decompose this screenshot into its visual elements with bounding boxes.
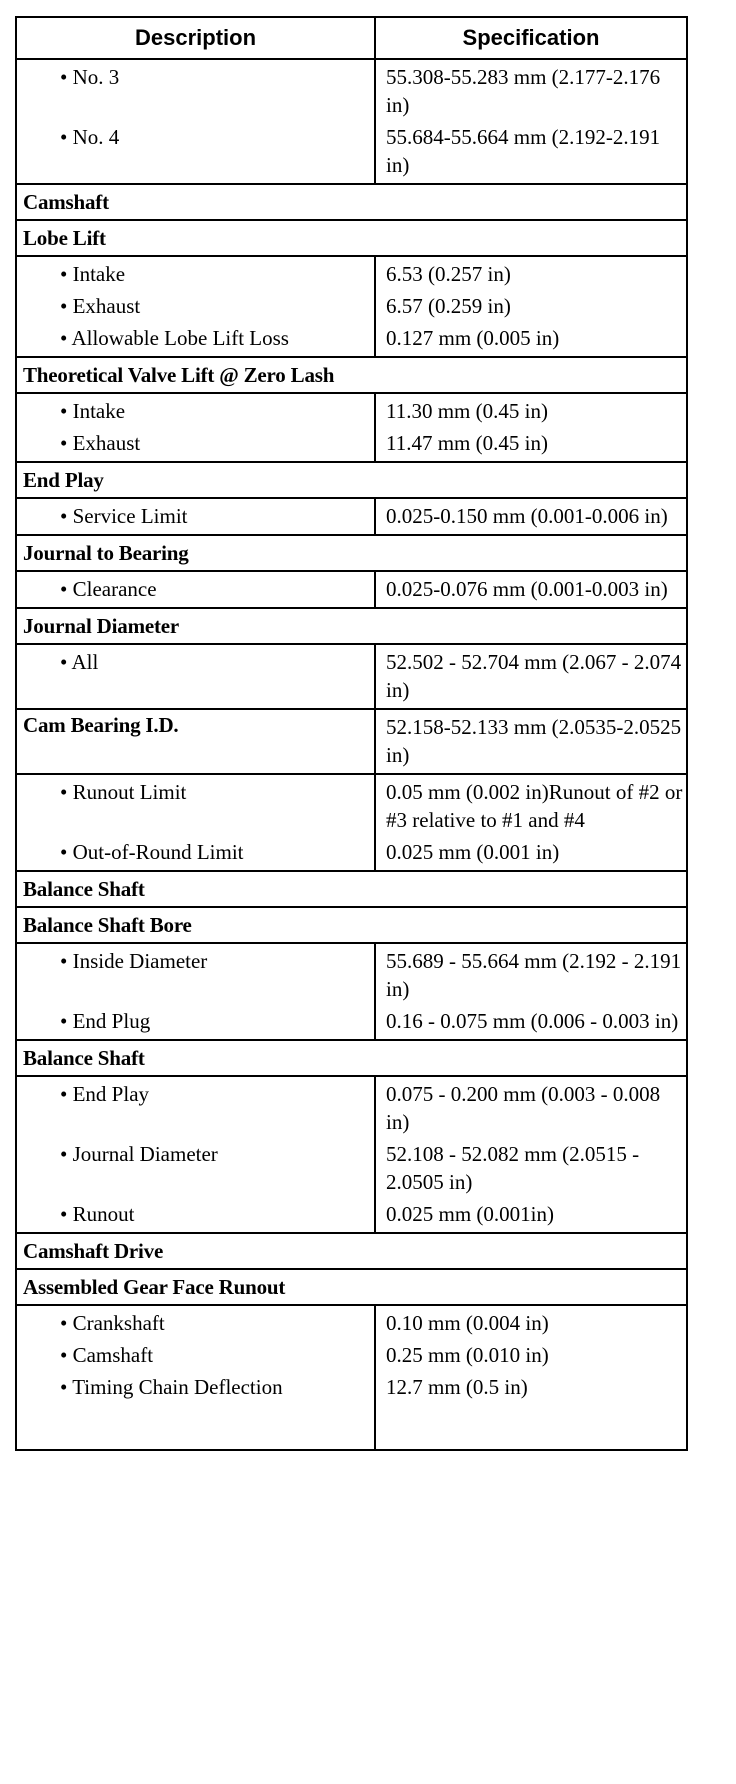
spec-cell [375, 644, 687, 709]
spec-value: 55.684-55.664 mm (2.192-2.191 in) [386, 125, 661, 177]
item-label: • Allowable Lobe Lift Loss [60, 326, 289, 350]
section-heading: End Play [16, 462, 687, 498]
spec-value: 0.10 mm (0.004 in) [386, 1311, 549, 1335]
section-heading: Assembled Gear Face Runout [16, 1269, 687, 1305]
spec-cell [375, 774, 687, 871]
table-row [16, 1269, 687, 1305]
spec-value: 6.53 (0.257 in) [386, 262, 511, 286]
section-heading: Camshaft [16, 184, 687, 220]
item-label: • Intake [60, 262, 126, 286]
item-label: • Service Limit [60, 504, 188, 528]
table-row [16, 571, 687, 608]
spec-cell [375, 1305, 687, 1450]
table-row [16, 184, 687, 220]
table-row [16, 535, 687, 571]
table-row [16, 220, 687, 256]
spec-cell [375, 498, 687, 535]
item-label: • All [60, 650, 99, 674]
section-heading: Balance Shaft [16, 871, 687, 907]
section-heading: Journal to Bearing [16, 535, 687, 571]
table-row [16, 871, 687, 907]
item-label: • No. 3 [60, 65, 120, 89]
spec-value: 6.57 (0.259 in) [386, 294, 511, 318]
table-row [16, 608, 687, 644]
table-row [16, 256, 687, 357]
item-label: • Timing Chain Deflection [60, 1375, 283, 1399]
item-label: • End Play [60, 1082, 150, 1106]
item-label: • Camshaft [60, 1343, 154, 1367]
description-cell [16, 644, 375, 709]
spec-cell [375, 943, 687, 1040]
specification-header: Specification [375, 17, 687, 59]
spec-value: 0.025 mm (0.001 in) [386, 840, 560, 864]
item-label: • Out-of-Round Limit [60, 840, 244, 864]
description-cell [16, 1076, 375, 1233]
item-label: • Inside Diameter [60, 949, 208, 973]
spec-body [16, 59, 687, 1450]
section-heading: Balance Shaft Bore [16, 907, 687, 943]
item-label: • Intake [60, 399, 126, 423]
spec-value: 0.025 mm (0.001in) [386, 1202, 554, 1226]
item-label: • Exhaust [60, 294, 141, 318]
item-label: • Journal Diameter [60, 1142, 218, 1166]
section-heading: Balance Shaft [16, 1040, 687, 1076]
description-cell [16, 498, 375, 535]
section-heading: Cam Bearing I.D. [16, 709, 375, 774]
spec-value: 0.25 mm (0.010 in) [386, 1343, 549, 1367]
description-cell [16, 393, 375, 462]
item-label: • No. 4 [60, 125, 120, 149]
description-cell [16, 943, 375, 1040]
spec-value: 52.108 - 52.082 mm (2.0515 - 2.0505 in) [386, 1142, 640, 1194]
spec-value: 12.7 mm (0.5 in) [386, 1375, 528, 1399]
spec-cell [375, 709, 687, 774]
table-row [16, 59, 687, 184]
spec-cell [375, 256, 687, 357]
table-row [16, 462, 687, 498]
table-row [16, 498, 687, 535]
description-cell [16, 1305, 375, 1450]
spec-cell [375, 1076, 687, 1233]
spec-cell [375, 571, 687, 608]
section-heading: Theoretical Valve Lift @ Zero Lash [16, 357, 687, 393]
table-row [16, 644, 687, 709]
table-row [16, 393, 687, 462]
spec-value: 0.075 - 0.200 mm (0.003 - 0.008 in) [386, 1082, 661, 1134]
item-label: • Exhaust [60, 431, 141, 455]
cell-spacer [17, 1401, 374, 1445]
spec-value: 0.025-0.076 mm (0.001-0.003 in) [386, 577, 668, 601]
spec-value: 0.16 - 0.075 mm (0.006 - 0.003 in) [386, 1009, 679, 1033]
description-cell [16, 774, 375, 871]
spec-cell [375, 59, 687, 184]
spec-value: 0.025-0.150 mm (0.001-0.006 in) [386, 504, 668, 528]
spec-value: 52.158-52.133 mm (2.0535-2.0525 in) [386, 715, 682, 767]
table-row [16, 357, 687, 393]
item-label: • Runout Limit [60, 780, 187, 804]
table-row [16, 1233, 687, 1269]
spec-table [15, 16, 688, 1451]
spec-value: 11.47 mm (0.45 in) [386, 431, 548, 455]
spec-cell [375, 393, 687, 462]
description-header: Description [16, 17, 375, 59]
table-row [16, 943, 687, 1040]
spec-value: 52.502 - 52.704 mm (2.067 - 2.074 in) [386, 650, 682, 702]
table-row [16, 1040, 687, 1076]
item-label: • End Plug [60, 1009, 151, 1033]
spec-value: 55.689 - 55.664 mm (2.192 - 2.191 in) [386, 949, 682, 1001]
table-row [16, 907, 687, 943]
description-cell [16, 59, 375, 184]
spec-value: 55.308-55.283 mm (2.177-2.176 in) [386, 65, 661, 117]
section-heading: Camshaft Drive [16, 1233, 687, 1269]
spec-value: 0.05 mm (0.002 in)Runout of #2 or #3 relative to #1 and #4 [386, 780, 683, 832]
table-row [16, 709, 687, 774]
description-cell [16, 256, 375, 357]
item-label: • Clearance [60, 577, 157, 601]
table-row [16, 1076, 687, 1233]
section-heading: Journal Diameter [16, 608, 687, 644]
table-row [16, 774, 687, 871]
table-row [16, 1305, 687, 1450]
header-row [16, 17, 687, 59]
spec-value: 11.30 mm (0.45 in) [386, 399, 548, 423]
item-label: • Crankshaft [60, 1311, 165, 1335]
spec-value: 0.127 mm (0.005 in) [386, 326, 560, 350]
section-heading: Lobe Lift [16, 220, 687, 256]
description-cell [16, 571, 375, 608]
item-label: • Runout [60, 1202, 135, 1226]
